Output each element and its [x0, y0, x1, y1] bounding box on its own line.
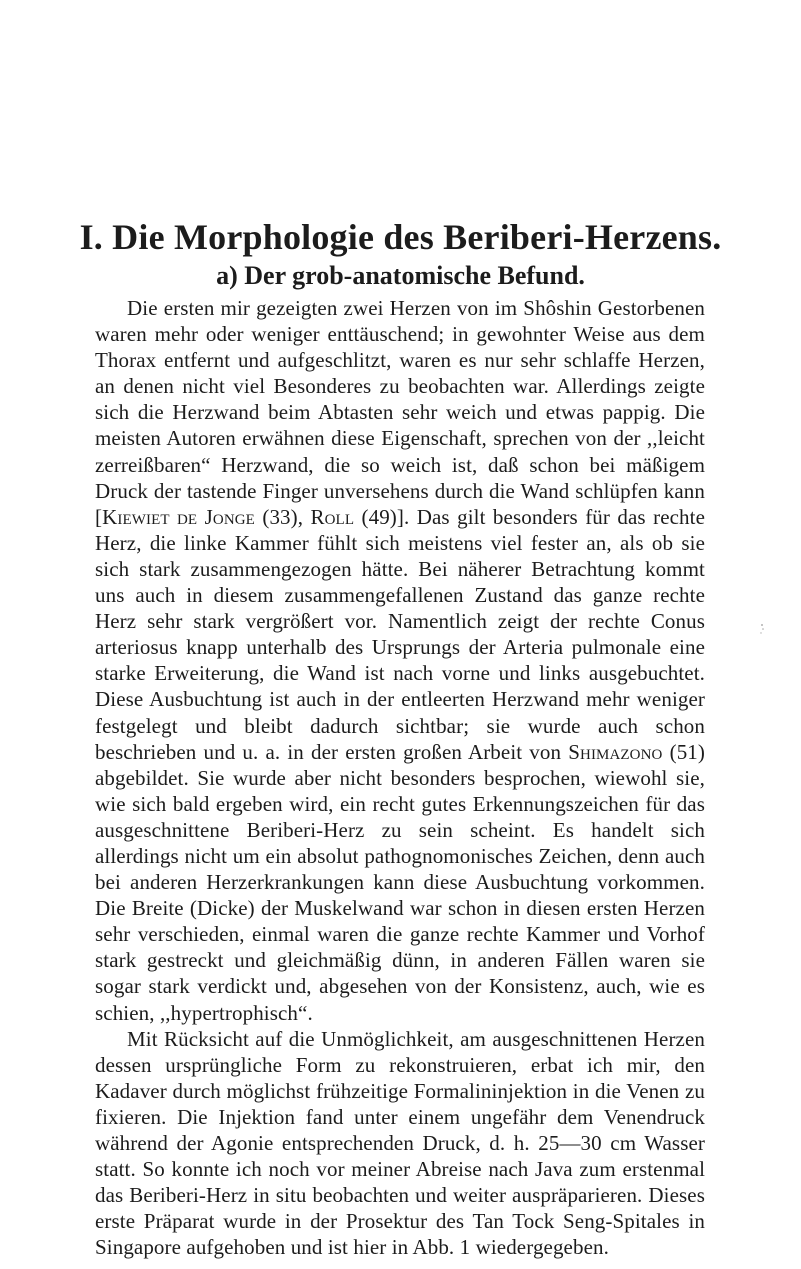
paragraph-2: Mit Rücksicht auf die Unmöglichkeit, am ausgeschnittenen Herzen dessen ursprüngliche Form zu rekonstruieren, erbat ich mir, den Kadaver durch möglichst frühzeitige Formalininjektion in die Venen zu fixieren. Die Injektion fand unter einem ungefähr dem Venendruck während der Agonie entsprechenden Druck, d. h. 25—30 cm Wasser statt. So konnte ich noch vor meiner Abreise nach Java zum erstenmal das Beriberi-Herz in situ beobachten und weiter auspräparieren. Dieses erste Präparat wurde in der Prosektur des Tan Tock Seng-Spitales in Singapore aufgehoben und ist hier in Abb. 1 wiedergegeben.: [95, 1026, 705, 1260]
paragraph-1-text-a: Die ersten mir gezeigten zwei Herzen von im Shôshin Gestorbenen waren mehr oder weniger enttäuschend; in gewohnter Weise aus dem Thorax entfernt und aufgeschlitzt, waren es nur sehr schlaffe Herzen, an denen nicht viel Besonderes zu beobachten war. Allerdings zeigte sich die Herzwand beim Abtasten sehr weich und etwas pappig. Die meisten Autoren erwähnen diese Eigenschaft, sprechen von der ,,leicht zerreißbaren“ Herzwand, die so weich ist, daß schon bei mäßigem Druck der tastende Finger unversehens durch die Wand schlüpfen kann [: [95, 296, 705, 529]
citation-shimazono: Shimazono: [568, 739, 663, 764]
section-title: a) Der grob-anatomische Befund.: [216, 261, 585, 290]
paragraph-1: [95, 295, 705, 1026]
body-text: [95, 295, 705, 1260]
paragraph-1-text-d: (51) abgebildet. Sie wurde aber nicht besonders besprochen, wiewohl sie, wie sich bald ergeben wird, ein recht gutes Erkennungszeichen für das ausgeschnittene Beriberi-Herz zu sein scheint. Es handelt sich allerdings nicht um ein absolut pathognomonisches Zeichen, denn auch bei anderen Herzerkrankungen kann diese Ausbuchtung vorkommen. Die Breite (Dicke) der Muskelwand war schon in diesen ersten Herzen sehr verschieden, einmal waren die ganze rechte Kammer und Vorhof stark gestreckt und gleichmäßig dünn, in anderen Fällen waren sie sogar stark verdickt und, abgesehen von der Konsistenz, auch, wie es schien, ,,hypertrophisch“.: [95, 739, 705, 1025]
citation-roll: Roll: [310, 504, 355, 529]
paragraph-1-text-b: (33),: [254, 504, 311, 529]
chapter-title: I. Die Morphologie des Beriberi-Herzens.: [79, 217, 722, 257]
print-specks: [758, 622, 768, 636]
paragraph-1-text-c: (49)]. Das gilt besonders für das rechte Herz, die linke Kammer fühlt sich meistens viel fester an, als ob sie sich stark zusammengezogen hätte. Bei näherer Betrachtung kommt uns auch in diesem zusammengefallenen Zustand das ganze rechte Herz sehr stark vergrößert vor. Namentlich zeigt der rechte Conus arteriosus knapp unterhalb des Ursprungs der Arteria pulmonale eine starke Erweiterung, die Wand ist nach vorne und links ausgebuchtet. Diese Ausbuchtung ist auch in der entleerten Herzwand mehr weniger festgelegt und bleibt dadurch sichtbar; sie wurde auch schon beschrieben und u. a. in der ersten großen Arbeit von: [95, 504, 706, 764]
citation-kiewiet-de-jonge: Kiewiet de Jonge: [102, 504, 255, 529]
